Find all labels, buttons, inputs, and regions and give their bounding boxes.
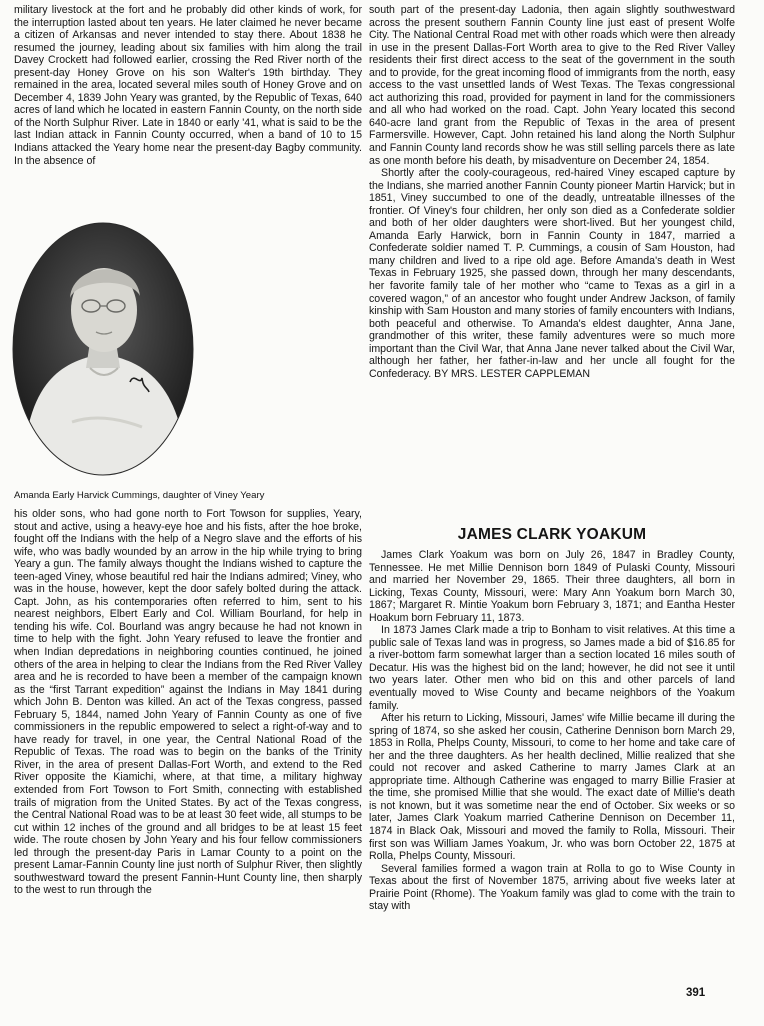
left-column-top — [14, 4, 362, 210]
right-column-bottom — [369, 549, 735, 977]
paragraph: his older sons, who had gone north to Fort Towson for supplies, Yeary, stout and active, using a heavy-eye hoe and his fists, after the hoe broke, fought off the Indians with the help of a Negro slave and the efforts of his wife, who was badly wounded by an arrow in the hip while trying to bring Yeary a gun. The family always thought the Indians wished to capture the teen-aged Viney, whose beautiful red hair the Indians admired; Viney, who was in the house, however, kept the door safely bolted during the attack. Capt. John, as his contemporaries often referred to him, sent to his nearest neighbors, Elbert Early and Col. William Bourland, for help in tending his wife. Col. Bourland was angry because he had not known in time to help with the fight. John Yeary refused to leave the frontier and when Indian depredations in neighboring counties continued, he joined others of the area in helping to clear the Indians from the Red River Valley area and he is recorded to have been a member of the campaign known as the “first Tarrant expedition” against the Indians in May 1841 during which John B. Denton was killed. An act of the Texas congress, passed February 5, 1844, named John Yeary of Fannin County as one of five commissioners in the republic empowered to select a right-of-way and to have ready for travel, in one year, the Central National Road of the Republic of Texas. The road was to begin on the banks of the Trinity River, in the area of present Dallas-Fort Worth, and extend to the Red River opposite the Kiamichi, where, at that time, a military highway extended from Fort Towson to Fort Smith, connecting with established trails of migration from the United States. By act of the Texas congress, the Central National Road was to be at least 30 feet wide, all stumps to be cut within 12 inches of the ground and all bridges to be at least 15 feet wide. The route chosen by John Yeary and his four fellow commissioners led through the present-day Paris in Lamar County to a point on the present Lamar-Fannin County line just north of Sulphur River, then slightly southwestward toward the present Fannin-Hunt County line, then sharply to the west to run through the — [14, 508, 362, 897]
portrait-photo — [12, 222, 194, 476]
left-column-bottom — [14, 508, 362, 976]
paragraph: James Clark Yoakum was born on July 26, 1847 in Bradley County, Tennessee. He met Millie Dennison born 1849 of Pulaski County, Missouri and married her November 29, 1865. Their three daughters, all born in Licking, Texas County, Missouri, were: Mary Ann Yoakum born March 30, 1867; Margaret R. Mintie Yoakum born February 3, 1871; and Eantha Hester Hoakum born February 11, 1873. — [369, 549, 735, 624]
paragraph: military livestock at the fort and he probably did other kinds of work, for the interruption lasted about ten years. He later claimed he never became a citizen of Arkansas and never intended to stay there. About 1838 he resumed the journey, leading about six families with him along the trail Davey Crockett had followed earlier, crossing the Red River north of the present-day Honey Grove on his son Walter's 19th birthday. They remained in the area, located several miles south of Honey Grove and on December 4, 1839 John Yeary was granted, by the Republic of Texas, 640 acres of land which he located in eastern Fannin County, on the north side of the North Sulphur River. Late in 1840 or early '41, what is said to be the last Indian attack in Fannin County occurred, when a band of 10 to 15 Indians attacked the Yeary home near the present-day Bagby community. In the absence of — [14, 4, 362, 167]
right-column-top — [369, 4, 735, 512]
page-number: 391 — [686, 987, 706, 999]
paragraph: south part of the present-day Ladonia, then again slightly southwestward across the present southern Fannin County line just east of present Wolfe City. The National Central Road met with other roads which were then already in use in the present Dallas-Fort Worth area to give to the Red River Valley residents their first direct access to the seat of the government in the south and to provide, for the great incoming flood of immigrants from the north, easy access to the vast unsettled lands of West Texas. The Texas congressional act authorizing this road, provided for payment in land for the commissioners and all who had worked on the road. Capt. John Yeary located this second 640-acre land grant from the Republic of Texas in the area of present Farmersville. However, Capt. John retained his land along the North Sulphur and Fannin County land records show he was still selling parcels there as late as one month before his death, by misadventure on December 24, 1854. — [369, 4, 735, 167]
paragraph: Shortly after the cooly-courageous, red-haired Viney escaped capture by the Indians, she married another Fannin County pioneer Martin Harvick; but in 1851, Viney succumbed to one of the deadly, untreatable illnesses of the frontier. Of Viney's four children, her only son died as a Confederate soldier and both of her older daughters were short-lived. But her youngest child, Amanda Early Harwick, born in Fannin County in 1847, married a Confederate soldier named T. P. Cummings, a cousin of Sam Houston, had many children and lived to a ripe old age. Before Amanda's death in West Texas in February 1925, she passed down, through her many descendants, her favorite family tale of her mother who “came to Texas as a girl in a covered wagon,” of an ancestor who fought under Andrew Jackson, of family kinship with Sam Houston and many stories of family encounters with Indians, both peaceful and otherwise. To Amanda's eldest daughter, Anna Jane, grandmother of this writer, these family adventures were so much more important than the Civil War, that Anna Jane never talked about the Civil War, although her father, her father-in-law and her uncle all fought for the Confederacy. BY MRS. LESTER CAPPLEMAN — [369, 167, 735, 380]
photo-caption: Amanda Early Harvick Cummings, daughter of Viney Yeary — [14, 490, 265, 501]
article-heading: JAMES CLARK YOAKUM — [457, 526, 647, 543]
paragraph: After his return to Licking, Missouri, James' wife Millie became ill during the spring of 1874, so she asked her cousin, Catherine Dennison born March 29, 1853 in Rolla, Phelps County, Missouri, to come to her home and take care of her and the three daughters. As her health declined, Millie realized that she could not recover and asked Catherine to marry James Clark at an appropriate time. Although Catherine was engaged to marry Billie Frasier at the time, she promised Millie that she would. The exact date of Millie's death is not known, but it was sometime near the end of October. Six weeks or so later, James Clark Yoakum married Catherine Dennison on December 11, 1874 in Black Oak, Missouri and moved the family to Rolla, Missouri. Their first son was William James Yoakum, Jr. who was born October 22, 1875 at Rolla, Phelps County, Missouri. — [369, 712, 735, 863]
paragraph: Several families formed a wagon train at Rolla to go to Wise County in Texas about the first of November 1875, arriving about five weeks later at Prairie Point (Rhome). The Yoakum family was glad to come with the train to stay with — [369, 862, 735, 913]
paragraph: In 1873 James Clark made a trip to Bonham to visit relatives. At this time a public sale of Texas land was in progress, so James made a bid of $16.85 for a river-bottom farm somewhat larger than a section located 16 miles south of Decatur. His was the highest bid on the land; however, he did not see it until two years later. Other men who bid on this and other parcels of land eventually moved to Wise County and became neighbors of the Yoakum family. — [369, 624, 735, 712]
